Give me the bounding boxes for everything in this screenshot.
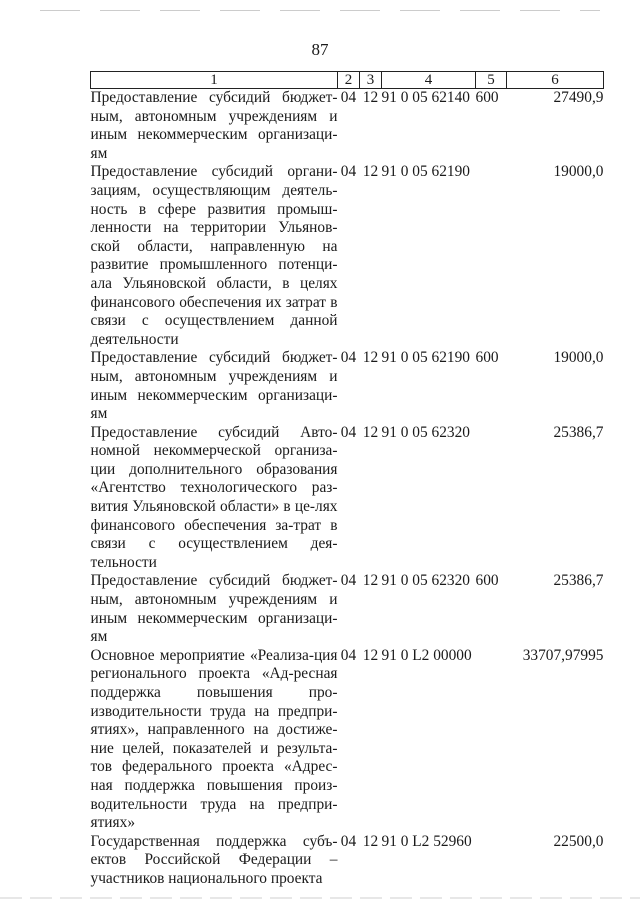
row-subsection: 12	[362, 349, 379, 367]
scan-edge-bottom	[0, 897, 640, 899]
row-description: Предоставление субсидий органи-зациям, осуществляющим деятель-ность в сфере развития промыш-ленности на территории Ульянов-ской области, направленную на развитие промышленного потенци-ала Ульяновской области, в целях финансового обеспечения их затрат в связи с осуществлением данной деятельности	[90, 163, 338, 348]
header-col-1: 1	[91, 72, 338, 89]
row-expense-type: 600	[475, 349, 499, 367]
row-section: 04	[340, 423, 357, 441]
table-header-row	[91, 72, 604, 89]
row-subsection: 12	[362, 572, 379, 590]
budget-table	[90, 71, 604, 889]
header-col-3: 3	[360, 72, 382, 89]
row-description: Предоставление субсидий бюджет-ным, автономным учреждениям и иным некоммерческим организаци-ям	[90, 349, 338, 423]
row-amount: 19000,0	[553, 163, 604, 181]
row-section: 04	[340, 349, 357, 367]
row-amount: 19000,0	[553, 349, 604, 367]
table-row	[91, 424, 604, 573]
row-description: Предоставление субсидий бюджет-ным, автономным учреждениям и иным некоммерческим организаци-ям	[90, 572, 338, 646]
row-target-code: 91 0 05 62320	[381, 423, 470, 441]
row-target-code: 91 0 05 62140	[381, 89, 470, 106]
header-col-2: 2	[338, 72, 360, 89]
row-subsection: 12	[362, 163, 379, 181]
row-subsection: 12	[362, 89, 379, 106]
table-row	[91, 833, 604, 889]
row-amount: 25386,7	[553, 572, 604, 590]
table-row	[91, 349, 604, 423]
row-expense-type: 600	[475, 89, 499, 106]
row-section: 04	[340, 832, 357, 850]
scan-edge-top	[40, 10, 600, 11]
row-amount: 22500,0	[553, 832, 604, 850]
row-target-code: 91 0 05 62320	[381, 572, 470, 590]
header-col-6: 6	[507, 72, 604, 89]
row-expense-type: 600	[475, 572, 499, 590]
row-subsection: 12	[362, 646, 379, 664]
row-section: 04	[340, 646, 357, 664]
table-row	[91, 647, 604, 833]
table-row	[91, 572, 604, 646]
header-col-5: 5	[476, 72, 507, 89]
row-subsection: 12	[362, 832, 379, 850]
row-target-code: 91 0 L2 00000	[381, 646, 472, 664]
page-number: 87	[311, 40, 329, 59]
row-target-code: 91 0 05 62190	[381, 163, 470, 181]
row-expense-type	[476, 424, 507, 573]
row-target-code: 91 0 L2 52960	[381, 832, 472, 850]
row-amount: 25386,7	[553, 423, 604, 441]
table-row	[91, 89, 604, 164]
row-amount: 27490,9	[553, 89, 604, 106]
row-section: 04	[340, 572, 357, 590]
row-expense-type	[476, 163, 507, 349]
row-target-code: 91 0 05 62190	[381, 349, 470, 367]
row-expense-type	[476, 647, 507, 833]
table-row	[91, 163, 604, 349]
header-col-4: 4	[382, 72, 476, 89]
row-subsection: 12	[362, 423, 379, 441]
row-expense-type	[476, 833, 507, 889]
row-section: 04	[340, 89, 357, 106]
row-description: Основное мероприятие «Реализа-ция регионального проекта «Ад-ресная поддержка повышения про-изводительности труда на предпри-ятиях», направленного на достиже-ние целей, показателей и результа-тов федерального проекта «Адрес-ная поддержка повышения произ-водительности труда на предпри-ятиях»	[90, 646, 338, 832]
row-section: 04	[340, 163, 357, 181]
row-description: Предоставление субсидий Авто-номной некоммерческой организа-ции дополнительного образования «Агентство технологического раз-вития Ульяновской области» в це-лях финансового обеспечения за-трат в связи с осуществлением дея-тельности	[90, 423, 338, 571]
row-amount: 33707,97995	[522, 646, 604, 664]
row-description: Предоставление субсидий бюджет-ным, автономным учреждениям и иным некоммерческим организаци-ям	[90, 89, 338, 162]
row-description: Государственная поддержка субъ-ектов Российской Федерации – участников национального проекта	[90, 832, 338, 887]
